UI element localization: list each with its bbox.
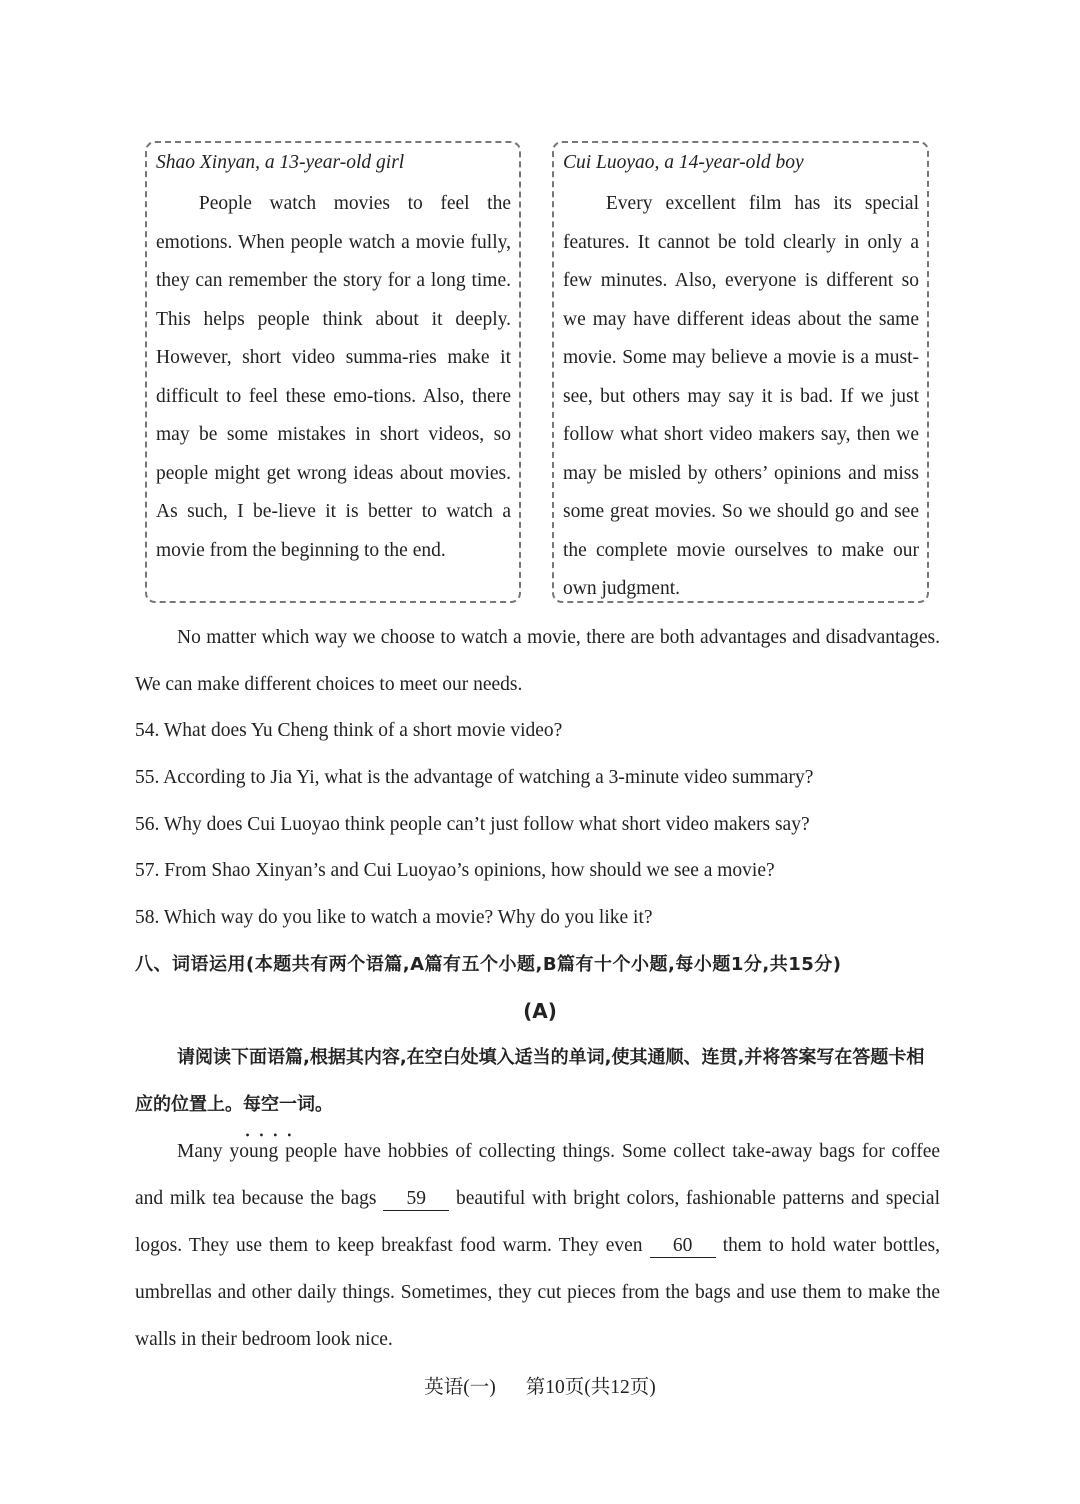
question-54: 54. What does Yu Cheng think of a short movie video? xyxy=(135,720,563,741)
question-56: 56. Why does Cui Luoyao think people can’t just follow what short video makers say? xyxy=(135,814,810,835)
box-heading: Cui Luoyao, a 14-year-old boy xyxy=(563,152,804,173)
footer-page-number: 第10页(共12页) xyxy=(525,1377,656,1398)
blank-60: 60 xyxy=(650,1235,716,1258)
section-8-title: 八、词语运用(本题共有两个语篇,A篇有五个小题,B篇有十个小题,每小题1分,共15分) xyxy=(135,954,842,975)
part-a-label: (A) xyxy=(523,999,557,1023)
passage-text-2: beautiful with bright colors, fashionable patterns and special logos. They use them to keep breakfast food warm. They even xyxy=(135,1188,940,1256)
passage-text-3: them to hold water bottles, umbrellas and other daily things. Sometimes, they cut pieces from the bags and use them to make the walls in their bedroom look nice. xyxy=(135,1235,940,1350)
question-57: 57. From Shao Xinyan’s and Cui Luoyao’s opinions, how should we see a movie? xyxy=(135,860,775,881)
question-55: 55. According to Jia Yi, what is the advantage of watching a 3-minute video summary? xyxy=(135,767,814,788)
box-heading: Shao Xinyan, a 13-year-old girl xyxy=(156,152,405,173)
instruction-emphasis: 每空一词 • • • • xyxy=(243,1094,315,1115)
opinion-box-cui-luoyao xyxy=(552,141,929,603)
blank-59: 59 xyxy=(383,1188,449,1211)
passage-text-1: Many young people have hobbies of collecting things. Some collect take-away bags for coffee and milk tea because the bags xyxy=(135,1141,940,1209)
section-8-instruction xyxy=(135,1034,940,1128)
opinion-box-shao-xinyan xyxy=(145,141,521,603)
box-body: People watch movies to feel the emotions. When people watch a movie fully, they can remember the story for a long time. This helps people think about it deeply. However, short video summa-ries make it difficult to feel these emo-tions. Also, there may be some mistakes in short videos, so people might get wrong ideas about movies. As such, I be-lieve it is better to watch a movie from the beginning to the end. xyxy=(156,193,511,561)
conclusion-text: No matter which way we choose to watch a movie, there are both advantages and disadvantages. We can make different choices to meet our needs. xyxy=(135,627,940,695)
cloze-passage xyxy=(135,1128,940,1363)
instruction-text: 请阅读下面语篇,根据其内容,在空白处填入适当的单词,使其通顺、连贯,并将答案写在答题卡相应的位置上。 xyxy=(135,1047,925,1115)
instruction-end: 。 xyxy=(315,1094,333,1115)
question-58: 58. Which way do you like to watch a movie? Why do you like it? xyxy=(135,907,653,928)
footer-subject: 英语(一) xyxy=(424,1377,496,1398)
box-body: Every excellent film has its special features. It cannot be told clearly in only a few minutes. Also, everyone is different so we may have different ideas about the same movie. Some may believe a movie is a must-see, but others may say it is bad. If we just follow what short video makers say, then we may be misled by others’ opinions and miss some great movies. So we should go and see the complete movie ourselves to make our own judgment. xyxy=(563,193,919,599)
conclusion-paragraph xyxy=(135,614,940,708)
page-footer xyxy=(0,1374,1080,1402)
